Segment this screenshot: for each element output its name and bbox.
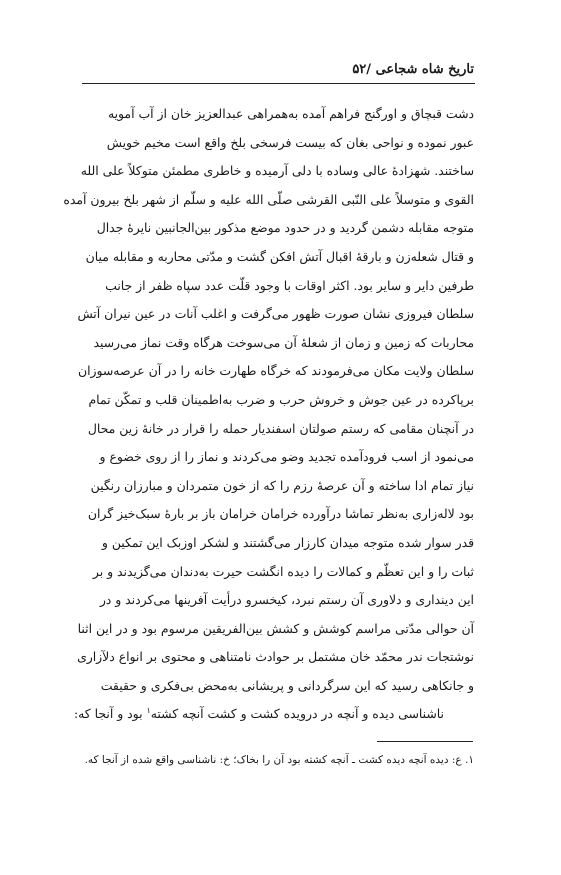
- running-title: تاریخ شاه شجاعی /۵۲: [352, 62, 474, 77]
- text-line: دشت قبچاق و اورگنج فراهم آمده به‌همراهی عبدالعزیز خان از آب آمویه: [107, 106, 474, 121]
- text-line: می‌نمود از اسب فرودآمده تجدید وضو می‌کردند و نماز را از روی خضوع و: [99, 449, 474, 465]
- text-segment: بود و آنجا که:: [73, 706, 147, 722]
- text-line: آن حوالی مدّتی مراسم کوشش و کشش بین‌الفریقین مرسوم بود و در این اثنا: [77, 620, 474, 636]
- text-line: محاربات که زمین و زمان از شعلهٔ آن می‌سوخت هرگاه وقت نماز می‌رسید: [93, 334, 474, 350]
- text-line: نیاز تمام ادا ساخته و آن عرصهٔ رزم را که از خون متمردان و مبارزان رنگین: [90, 477, 474, 493]
- body-text: [63, 100, 474, 729]
- header-rule: [82, 83, 475, 84]
- text-line: و قتال شعله‌زن و بارقهٔ اقبال آتش افکن گشت و مدّتی محاربه و مقابله میان: [85, 248, 474, 264]
- text-line: نوشتجات ندر محمّد خان مشتمل بر حوادث نامتناهی و محتوی بر انواع دلآزاری: [77, 649, 474, 665]
- text-line: و جانکاهی رسید که این سرگردانی و پریشانی به‌محض بی‌فکری و حقیقت: [100, 677, 474, 693]
- text-line: طرفین دایر و سایر بود. اکثر اوقات با وجود قلّت عدد سپاه ظفر از جانب: [105, 277, 474, 293]
- text-line: برپاکرده در عین جوش و خروش حرب و ضرب به‌اطمینان قلب و تمکّن تمام: [88, 391, 474, 407]
- text-line: این دینداری و دلاوری آن رستم نبرد، کیخسرو درأیت آفرینها می‌کردند و در: [99, 592, 474, 608]
- text-line: سلطان ولایت مکان می‌فرمودند که خرگاه طهارت خانه را در آن عرصه‌سوزان: [78, 363, 474, 379]
- text-line: ثبات را و این تعظّم و کمالات را دیده انگشت حیرت به‌دندان می‌گزیدند و بر: [92, 563, 474, 579]
- text-line: در آنچنان مقامی که رستم صولتان اسفندیار حمله را قرار در خانهٔ زین محال: [87, 420, 474, 436]
- text-line-last: [73, 700, 474, 729]
- text-line: ساختند. شهزادهٔ عالی وساده با دلی آرمیده و خاطری مطمئن متوکلاً علی الله: [80, 163, 474, 179]
- footnote-rule: [377, 741, 473, 742]
- text-line: بود لاله‌زاری به‌نظر تماشا درآورده خرامان خرامان باز بر بارهٔ سبک‌خیز گران: [87, 506, 474, 522]
- footnote: ۱. ع: دیده آنچه دیده کشت ـ آنچه کشته بود آن را بخاک؛ خ: ناشناسی واقع شده از آنجا که.: [84, 754, 474, 766]
- footnote-marker: ۱: [146, 706, 151, 716]
- text-line: عبور نموده و نواحی بغان که بیست فرسخی بلخ واقع است مخیم خویش: [106, 134, 474, 150]
- text-line: القوی و متوسلاً علی النّبی القرشی صلّی الله علیه و سلّم از شهر بلخ بیرون آمده: [63, 191, 474, 207]
- text-line: سلطان فیروزی نشان صورت ظهور می‌گرفت و اغلب آنات در عین نیران آتش: [77, 306, 474, 322]
- text-line: متوجه مقابله دشمن گردید و در حدود موضع مذکور بین‌الجانبین نایرهٔ جدال: [96, 220, 474, 236]
- text-segment: ناشناسی دیده و آنچه در درویده کشت و کشت آنچه کشته: [150, 706, 444, 722]
- text-line: قدر سوار شده متوجه میدان کارزار می‌گشتند و لشکر اوزبک این تمکین و: [101, 534, 474, 550]
